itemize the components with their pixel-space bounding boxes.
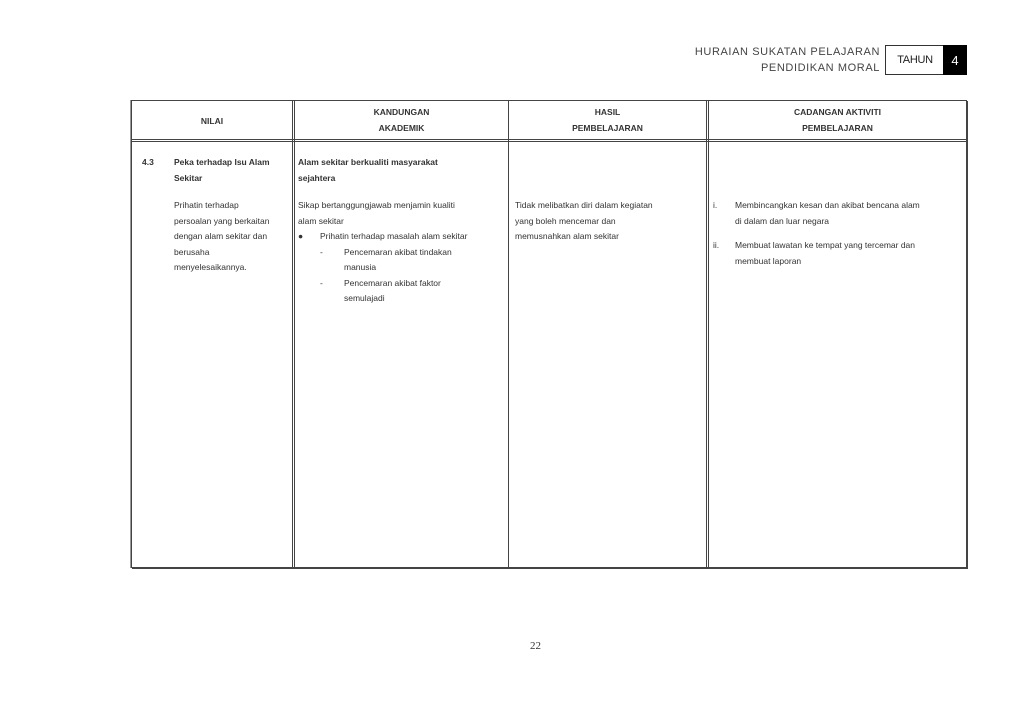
- nilai-number: 4.3: [142, 157, 154, 167]
- bullet-icon: ●: [298, 231, 304, 241]
- column-header-hasil: HASIL PEMBELAJARAN: [572, 107, 643, 133]
- column-header-kandungan: KANDUNGAN AKADEMIK: [373, 107, 430, 133]
- hasil-content: Tidak melibatkan diri dalam kegiatan yang boleh mencemar dan memusnahkan alam sekitar: [515, 200, 653, 241]
- document-header: [695, 44, 880, 76]
- list-item: i. Membincangkan kesan dan akibat bencana alam di dalam dan luar negara: [713, 200, 920, 226]
- dash-icon: -: [320, 246, 323, 257]
- list-item: - Pencemaran akibat tindakan manusia: [320, 246, 452, 272]
- nilai-description: Prihatin terhadap persoalan yang berkaitan dengan alam sekitar dan berusaha menyelesaikannya.: [174, 200, 270, 272]
- nilai-title: Peka terhadap Isu Alam Sekitar: [174, 157, 270, 183]
- page-number: 22: [530, 640, 541, 652]
- list-item: ii. Membuat lawatan ke tempat yang tercemar dan membuat laporan: [713, 240, 916, 266]
- list-item: ● Prihatin terhadap masalah alam sekitar: [298, 229, 508, 245]
- column-header-cadangan: CADANGAN AKTIVITI PEMBELAJARAN: [793, 107, 882, 133]
- column-header-nilai: NILAI: [200, 116, 224, 126]
- list-item: - Pencemaran akibat faktor semulajadi: [320, 277, 441, 303]
- cadangan-content: [713, 198, 963, 269]
- header-subject: PENDIDIKAN MORAL: [760, 62, 880, 74]
- header-title: HURAIAN SUKATAN PELAJARAN: [694, 46, 880, 58]
- column-divider: [706, 101, 709, 567]
- syllabus-table: [131, 100, 967, 568]
- column-divider: [508, 101, 509, 567]
- kandungan-title: Alam sekitar berkualiti masyarakat sejahtera: [298, 157, 438, 183]
- tahun-number-box: 4: [943, 45, 967, 75]
- kandungan-content: Sikap bertanggungjawab menjamin kualiti alam sekitar ● Prihatin terhadap masalah alam sekitar - Pencemaran akibat tindakan manusia - Pencemaran akibat faktor semulajadi: [298, 198, 508, 307]
- column-divider: [292, 101, 295, 567]
- dash-icon: -: [320, 277, 323, 288]
- tahun-label-box: TAHUN: [885, 45, 945, 75]
